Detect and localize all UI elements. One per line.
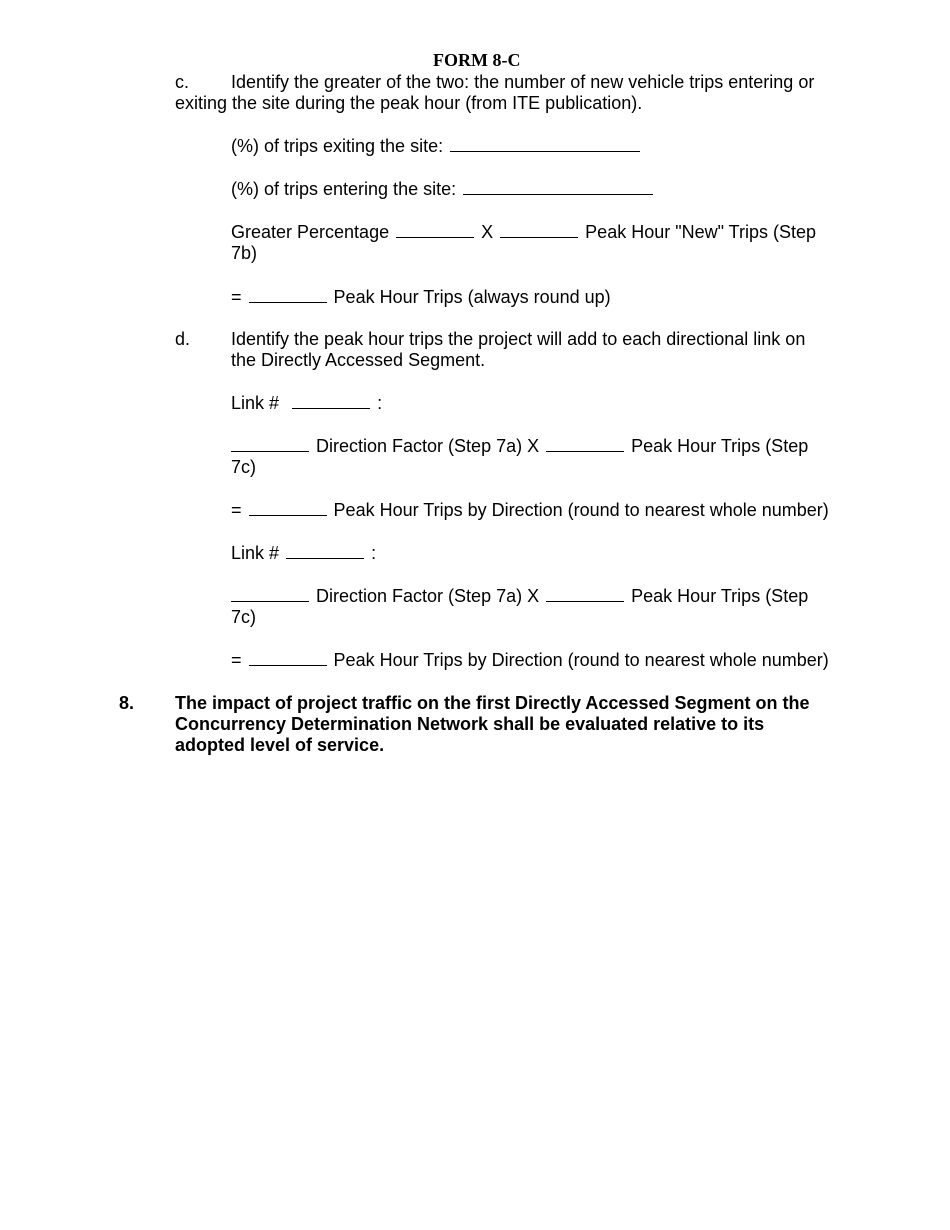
direction-factor-label: Direction Factor (Step 7a) X xyxy=(316,436,540,456)
peak-hour-result-label: Peak Hour Trips (always round up) xyxy=(333,287,611,307)
section-c-marker: c. xyxy=(175,72,190,92)
section-8-number: 8. xyxy=(119,693,135,713)
link-colon: : xyxy=(371,543,377,563)
link-label: Link # xyxy=(231,393,280,413)
equals-sign: = xyxy=(231,500,242,520)
link-2-result-blank[interactable] xyxy=(249,651,327,666)
entering-label: (%) of trips entering the site: xyxy=(231,179,457,199)
form-title: FORM 8-C xyxy=(433,50,521,70)
section-d-text-line1: Identify the peak hour trips the project will add to each directional link on xyxy=(231,329,806,349)
peak-new-trips-label: Peak Hour "New" Trips (Step xyxy=(585,222,817,242)
link-2-direction-factor-blank[interactable] xyxy=(231,587,309,602)
link-1-peak-trips-blank[interactable] xyxy=(546,437,624,452)
link-1-direction-factor-blank[interactable] xyxy=(231,437,309,452)
entering-row xyxy=(231,179,655,200)
exiting-percent-blank[interactable] xyxy=(450,137,640,152)
section-d-text-line2: the Directly Accessed Segment. xyxy=(231,350,486,370)
direction-factor-label: Direction Factor (Step 7a) X xyxy=(316,586,540,606)
section-8-line1: The impact of project traffic on the first Directly Accessed Segment on the xyxy=(175,693,810,713)
peak-trips-label: Peak Hour Trips (Step xyxy=(631,586,809,606)
peak-trips-label: Peak Hour Trips (Step xyxy=(631,436,809,456)
section-c-text-line1: Identify the greater of the two: the number of new vehicle trips entering or xyxy=(231,72,815,92)
link-1-number-blank[interactable] xyxy=(292,394,370,409)
section-8-line3: adopted level of service. xyxy=(175,735,385,755)
link-2-result-row xyxy=(231,650,829,671)
peak-hour-trips-blank[interactable] xyxy=(249,288,327,303)
link-colon: : xyxy=(377,393,383,413)
peak-new-trips-cont: 7b) xyxy=(231,243,258,263)
greater-percentage-label: Greater Percentage xyxy=(231,222,390,242)
exiting-row xyxy=(231,136,642,157)
link-2-peak-trips-blank[interactable] xyxy=(546,587,624,602)
peak-hour-result-row xyxy=(231,287,611,308)
section-c-text-line2: exiting the site during the peak hour (from ITE publication). xyxy=(175,93,643,113)
greater-percentage-blank[interactable] xyxy=(396,223,474,238)
section-8-line2: Concurrency Determination Network shall be evaluated relative to its xyxy=(175,714,765,734)
link-1-peak-cont: 7c) xyxy=(231,457,257,477)
greater-percentage-row xyxy=(231,222,816,243)
direction-result-label: Peak Hour Trips by Direction (round to nearest whole number) xyxy=(333,650,829,670)
entering-percent-blank[interactable] xyxy=(463,180,653,195)
link-label: Link # xyxy=(231,543,280,563)
equals-sign: = xyxy=(231,650,242,670)
link-1-row xyxy=(231,393,382,414)
link-1-result-row xyxy=(231,500,829,521)
direction-result-label: Peak Hour Trips by Direction (round to nearest whole number) xyxy=(333,500,829,520)
equals-sign: = xyxy=(231,287,242,307)
section-d-marker: d. xyxy=(175,329,191,349)
link-2-peak-cont: 7c) xyxy=(231,607,257,627)
link-2-direction-row xyxy=(231,586,808,607)
link-1-direction-row xyxy=(231,436,808,457)
times-sign: X xyxy=(481,222,494,242)
link-1-result-blank[interactable] xyxy=(249,501,327,516)
exiting-label: (%) of trips exiting the site: xyxy=(231,136,444,156)
link-2-row xyxy=(231,543,376,564)
peak-new-trips-blank[interactable] xyxy=(500,223,578,238)
link-2-number-blank[interactable] xyxy=(286,544,364,559)
